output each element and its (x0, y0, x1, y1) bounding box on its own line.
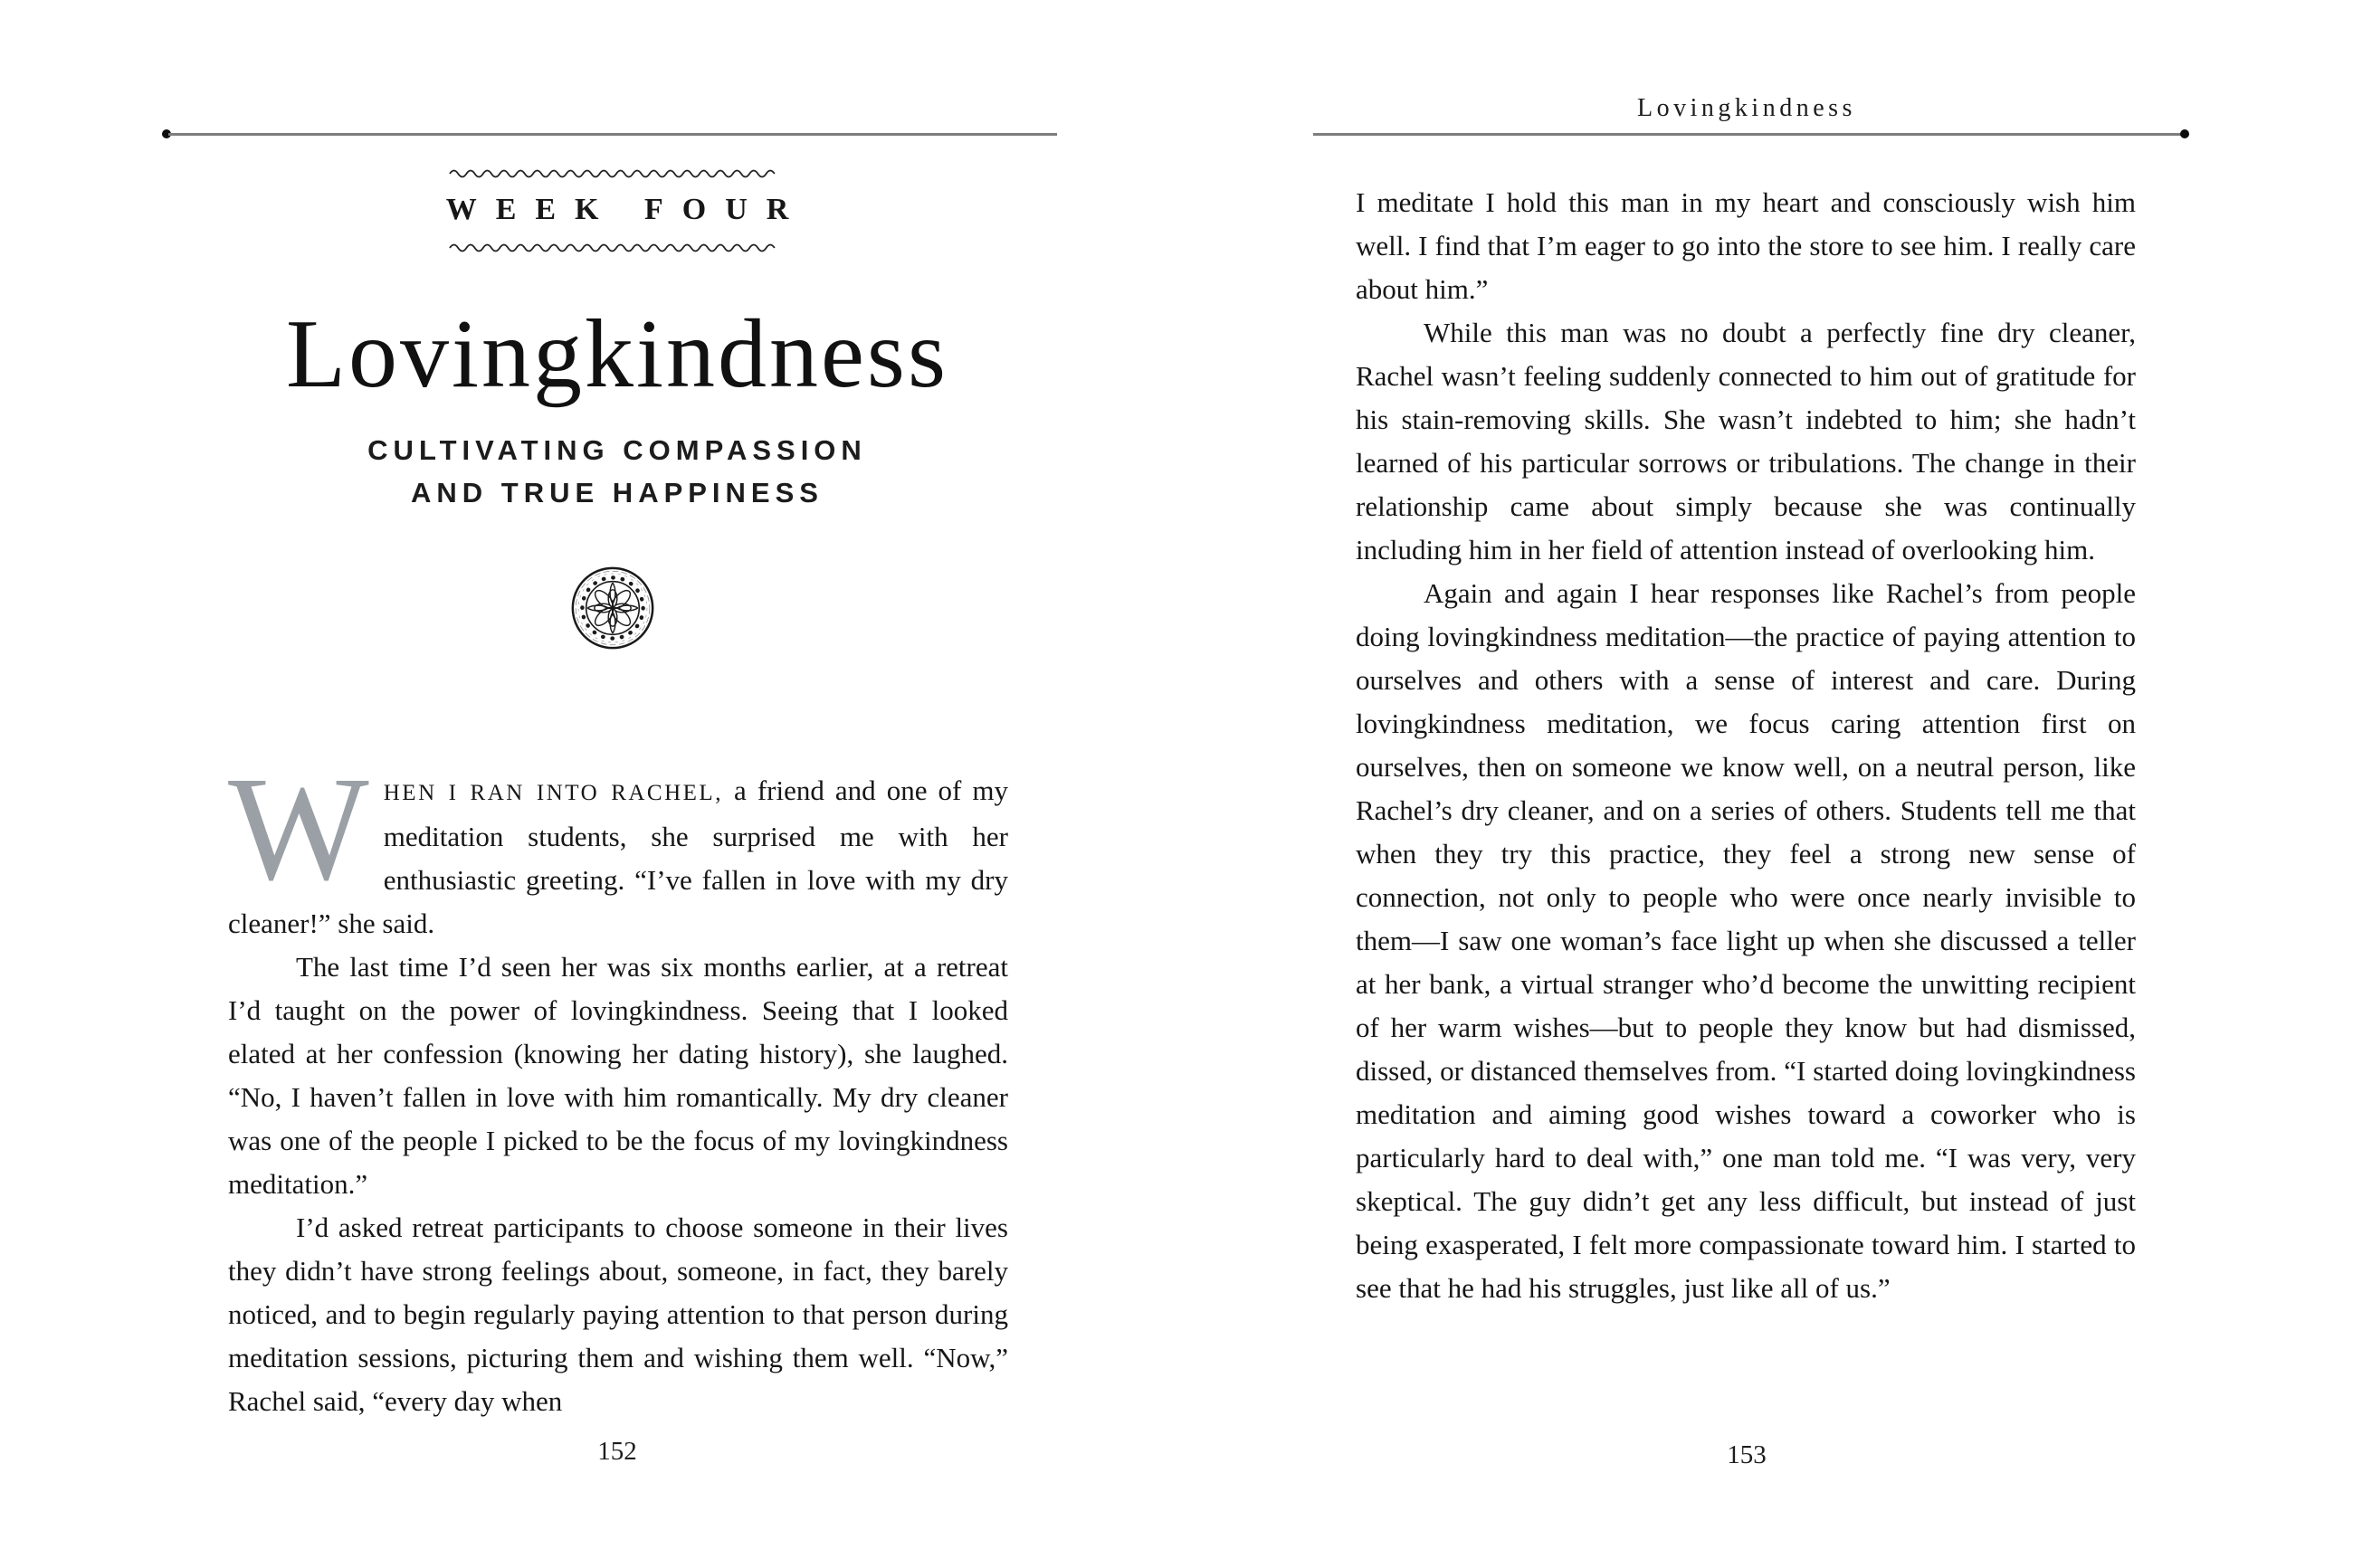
paragraph: I’d asked retreat participants to choose someone in their lives they didn’t have strong feelings about, someone, in fact, they barely noticed, and to begin regularly paying attention to that person during meditation sessions, picturing them and wishing them well. “Now,” Rachel said, “every day when (228, 1212, 1008, 1417)
chapter-opening-rule (168, 133, 1057, 136)
paragraph: Again and again I hear responses like Rachel’s from people doing lovingkindness meditation—the practice of paying attention to ourselves and others with a sense of interest and care. During lovingkindness meditation, we focus caring attention first on ourselves, then on someone we know well, on a neutral person, like Rachel’s dry cleaner, and on a series of others. Students tell me that when they try this practice, they feel a strong new sense of connection, not only to people who were once nearly invisible to them—I saw one woman’s face light up when she discussed a teller at her bank, a virtual stranger who’d become the unwitting recipient of her warm wishes—but to people they know but had dismissed, dissed, or distanced themselves from. “I started doing lovingkindness meditation and aiming good wishes toward a coworker who is particularly hard to deal with,” one man told me. “I was very, very skeptical. The guy didn’t get any less difficult, but instead of just being exasperated, I felt more compassionate toward him. I started to see that he had his struggles, just like all of us.” (1356, 577, 2136, 1304)
running-head: Lovingkindness (1637, 94, 1856, 122)
page-number-right: 153 (1727, 1440, 1767, 1469)
week-label: WEEK FOUR (445, 193, 808, 226)
paragraph: I meditate I hold this man in my heart and consciously wish him well. I find that I’m eager to go into the store to see him. I really care about him.” (1356, 186, 2136, 305)
paragraph (228, 746, 1008, 946)
chapter-subtitle-line1: CULTIVATING COMPASSION (367, 434, 867, 466)
chapter-title: Lovingkindness (286, 300, 948, 408)
left-page-body-text (228, 746, 1008, 1423)
page-number-left: 152 (597, 1437, 637, 1466)
drop-cap: W (228, 746, 369, 911)
right-page-body-text (1356, 181, 2136, 1310)
chapter-subtitle-line2: AND TRUE HAPPINESS (411, 477, 824, 508)
lotus-medallion-icon (569, 565, 656, 651)
paragraph: While this man was no doubt a perfectly fine dry cleaner, Rachel wasn’t feeling suddenly connected to him out of gratitude for his stain-removing skills. She wasn’t indebted to him; she hadn’t learned of his particular sorrows or tribulations. The change in their relationship came about simply because she was continually including him in her field of attention instead of overlooking him. (1356, 317, 2136, 565)
running-head-rule (1313, 133, 2182, 136)
chapter-heading-group (228, 166, 1006, 252)
small-caps-lead-in: HEN I RAN INTO RACHEL, (383, 781, 723, 805)
paragraph-text: a friend and one of my meditation students, she surprised me with her enthusiastic greeting. “I’ve fallen in love with my dry cleaner!” she said. (228, 774, 1008, 939)
wavy-divider-bottom-icon (449, 240, 786, 252)
rule-end-dot-right (2180, 129, 2189, 138)
paragraph: The last time I’d seen her was six months earlier, at a retreat I’d taught on the power of lovingkindness. Seeing that I looked elated at her confession (knowing her dating history), she laughed. “No, I haven’t fallen in love with him romantically. My dry cleaner was one of the people I picked to be the focus of my lovingkindness meditation.” (228, 951, 1008, 1200)
wavy-divider-top-icon (449, 166, 786, 178)
